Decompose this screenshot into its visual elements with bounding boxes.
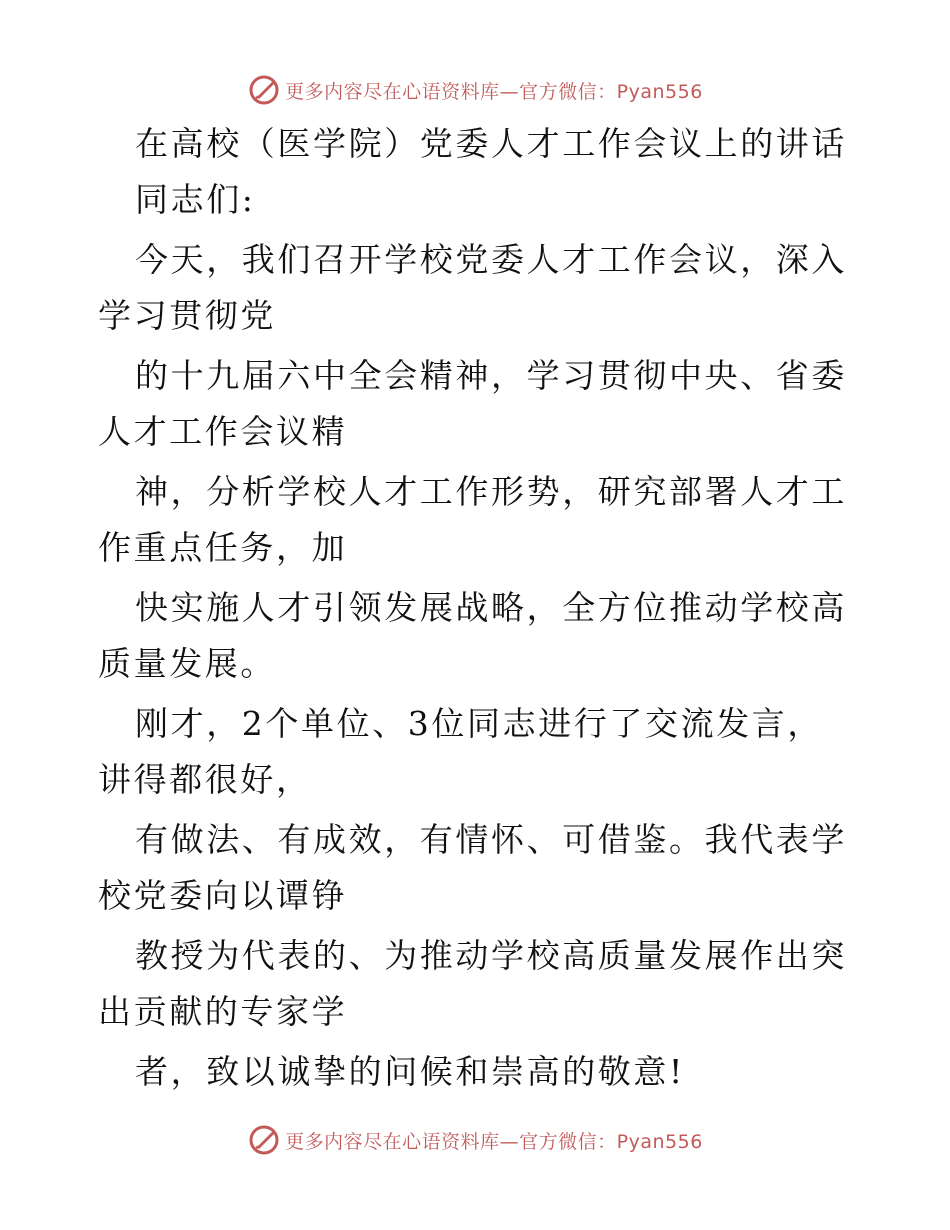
page-footer-watermark: [0, 1120, 950, 1160]
paragraph-line: 刚才，2个单位、3位同志进行了交流发言，讲得都很好，: [98, 704, 823, 799]
paragraph-line: 的十九届六中全会精神，学习贯彻中央、省委人才工作会议精: [98, 356, 847, 451]
paragraph-line: 教授为代表的、为推动学校高质量发展作出突出贡献的专家学: [98, 936, 847, 1031]
document-title: 在高校（医学院）党委人才工作会议上的讲话: [135, 124, 847, 163]
quill-circle-logo-icon: [247, 1123, 281, 1157]
watermark-text: 更多内容尽在心语资料库—官方微信：Pyan556: [285, 1130, 703, 1153]
page-header-watermark: [0, 70, 950, 110]
paragraph-line: 今天，我们召开学校党委人才工作会议，深入学习贯彻党: [98, 240, 847, 335]
document-body: [98, 116, 858, 1100]
greeting: 同志们:: [135, 180, 256, 219]
paragraph-line: 有做法、有成效，有情怀、可借鉴。我代表学校党委向以谭铮: [98, 820, 847, 915]
paragraph-line: 快实施人才引领发展战略，全方位推动学校高质量发展。: [98, 588, 847, 683]
watermark-text: 更多内容尽在心语资料库—官方微信：Pyan556: [285, 80, 703, 103]
paragraph-line: 神，分析学校人才工作形势，研究部署人才工作重点任务，加: [98, 472, 847, 567]
quill-circle-logo-icon: [247, 73, 281, 107]
paragraph-line: 者，致以诚挚的问候和崇高的敬意!: [135, 1052, 685, 1091]
